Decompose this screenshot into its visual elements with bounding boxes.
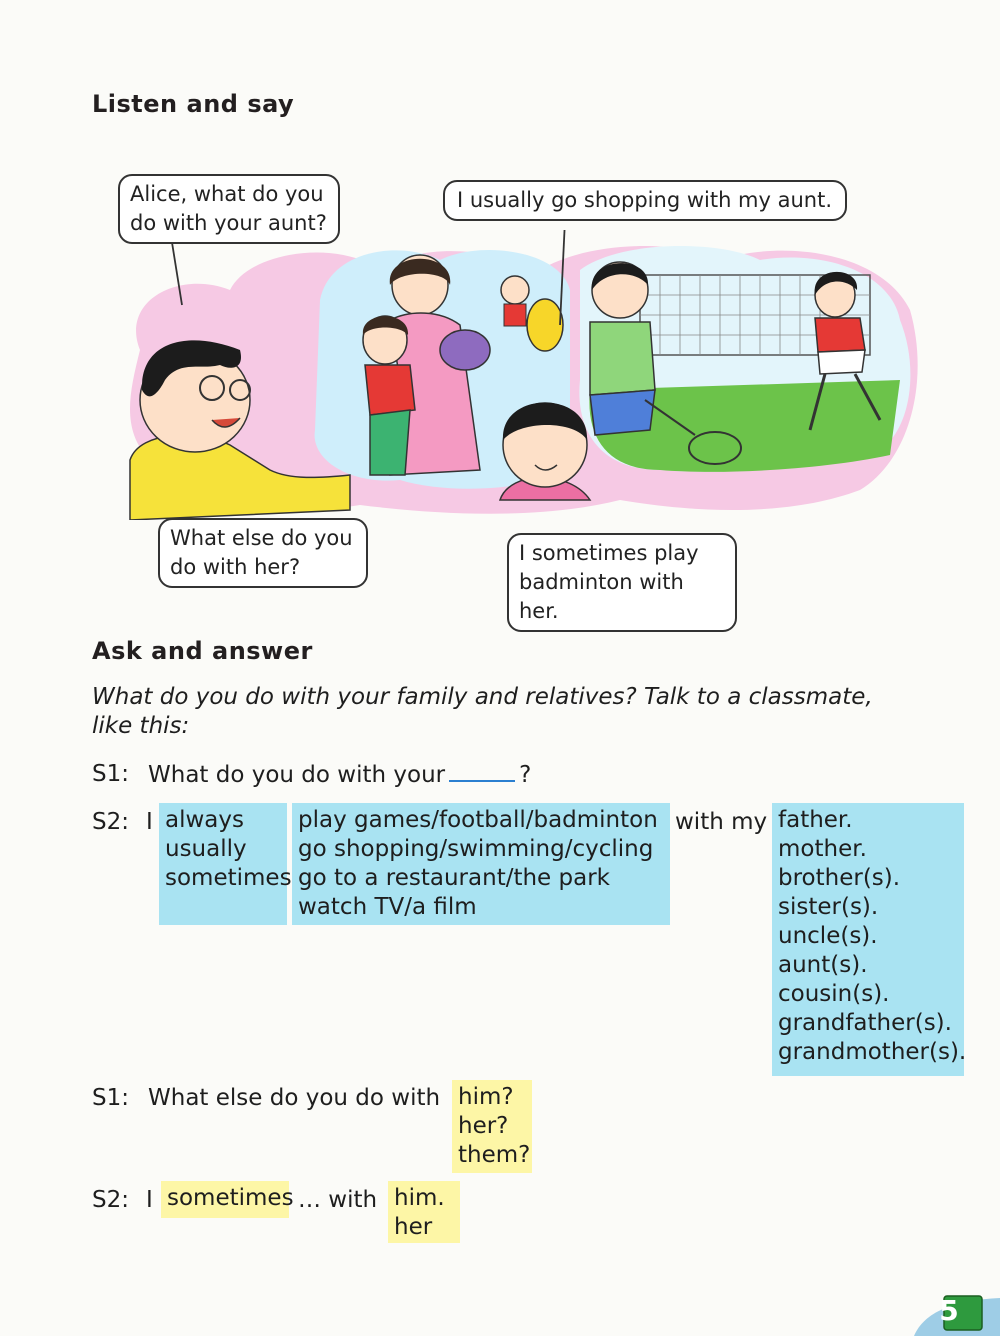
section-title-ask: Ask and answer (92, 637, 313, 665)
with-text: … with (298, 1187, 378, 1213)
activity-option: watch TV/a film (298, 894, 477, 920)
pronoun-i: I (146, 809, 153, 835)
answer-frequency-box (161, 1181, 294, 1218)
instruction-text (92, 683, 873, 741)
bubble-1-line-1: Alice, what do you (130, 182, 324, 206)
bubble-4-line-1: I sometimes play (519, 541, 699, 565)
pronoun-option: him? (458, 1084, 514, 1110)
frequency-option: always (165, 807, 244, 833)
speaker-label-s2: S2: (92, 809, 129, 835)
bubble-3-line-2: do with her? (170, 555, 301, 579)
activity-option: play games/football/badminton (298, 807, 658, 833)
relative-option: brother(s). (778, 865, 901, 891)
frequency-option: sometimes (165, 865, 292, 891)
line-1-text: What do you do with your (148, 762, 446, 788)
page-number: 5 (939, 1294, 959, 1327)
frequency-answer: sometimes (167, 1185, 294, 1211)
pronoun-option: her? (458, 1113, 509, 1139)
fill-in-blank (449, 760, 515, 782)
speech-bubble-2: I usually go shopping with my aunt. (443, 180, 847, 221)
frequency-option: usually (165, 836, 247, 862)
bubble-4-line-2: badminton with her. (519, 570, 684, 623)
activity-option: go shopping/swimming/cycling (298, 836, 654, 862)
pronoun-i-second: I (146, 1187, 153, 1213)
relative-option: grandfather(s). (778, 1010, 952, 1036)
relative-option: father. (778, 807, 853, 833)
pronoun-answer: him. (394, 1185, 445, 1211)
speaker-label-s2-second: S2: (92, 1187, 129, 1213)
relative-option: grandmother(s). (778, 1039, 967, 1065)
pronoun-answer: her (394, 1214, 433, 1240)
with-my-text: with my (675, 809, 768, 835)
dialogue-line-3: What else do you do with (148, 1085, 441, 1111)
activity-option: go to a restaurant/the park (298, 865, 610, 891)
line-1-question-mark: ? (519, 762, 532, 788)
instruction-line-1: What do you do with your family and relatives? Talk to a classmate, (92, 684, 873, 710)
dialogue-line-1 (148, 760, 531, 790)
pronoun-option: them? (458, 1142, 531, 1168)
relative-option: mother. (778, 836, 867, 862)
section-title-listen: Listen and say (92, 90, 295, 118)
relative-options-box (772, 803, 967, 1076)
relative-option: aunt(s). (778, 952, 868, 978)
speech-bubble-3 (158, 518, 368, 588)
speaker-label-s1-second: S1: (92, 1085, 129, 1111)
relative-option: uncle(s). (778, 923, 878, 949)
frequency-options-box (159, 803, 292, 925)
bubble-3-line-1: What else do you (170, 526, 353, 550)
activity-options-box (292, 803, 670, 925)
bubble-1-line-2: do with your aunt? (130, 211, 327, 235)
relative-option: cousin(s). (778, 981, 890, 1007)
question-pronoun-box (452, 1080, 532, 1173)
comic-illustration (120, 230, 920, 520)
relative-option: sister(s). (778, 894, 879, 920)
speech-bubble-4 (507, 533, 737, 632)
speaker-label-s1: S1: (92, 761, 129, 787)
instruction-line-2: like this: (92, 713, 190, 739)
answer-pronoun-box (388, 1181, 460, 1243)
speech-bubble-1 (118, 174, 340, 244)
